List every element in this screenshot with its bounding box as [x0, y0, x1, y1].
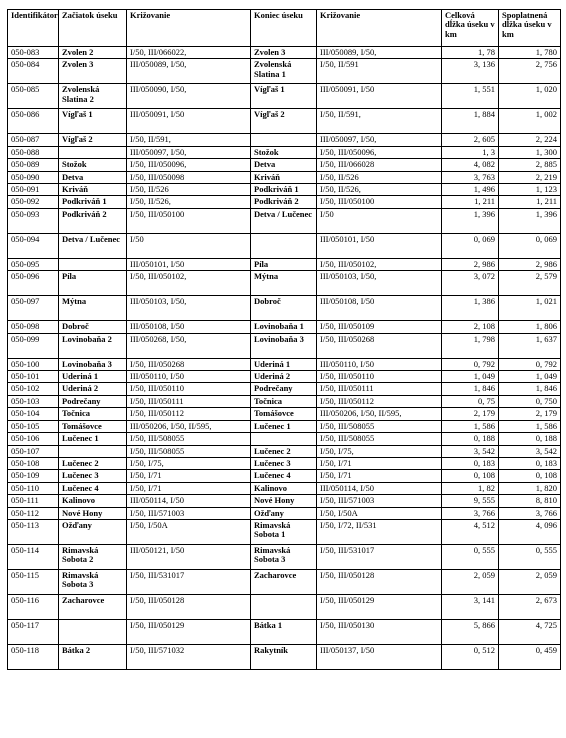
- row-section-start: Detva / Lučenec: [59, 233, 127, 258]
- row-section-start: Tomášovce: [59, 420, 127, 432]
- row-identifier: 050-100: [8, 358, 59, 370]
- row-section-start: Bátka 2: [59, 644, 127, 669]
- row-toll-length: 0, 069: [499, 233, 561, 258]
- row-identifier: 050-118: [8, 644, 59, 669]
- row-section-end: Podkriváň 2: [251, 196, 317, 208]
- row-crossing-start: III/050089, I/50,: [127, 59, 251, 84]
- row-crossing-end: III/050206, I/50, II/595,: [317, 408, 442, 420]
- row-identifier: 050-107: [8, 445, 59, 457]
- row-section-end: Stožok: [251, 146, 317, 158]
- header-toll-length: Spoplatnená dĺžka úseku v km: [499, 10, 561, 47]
- row-toll-length: 1, 021: [499, 296, 561, 321]
- row-crossing-end: I/50, I/72, II/531: [317, 519, 442, 544]
- row-total-length: 1, 551: [442, 84, 499, 109]
- row-section-end: Vígľaš 1: [251, 84, 317, 109]
- row-section-end: Nové Hony: [251, 495, 317, 507]
- row-identifier: 050-114: [8, 544, 59, 569]
- table-row: [8, 134, 561, 146]
- row-identifier: 050-089: [8, 159, 59, 171]
- row-identifier: 050-096: [8, 271, 59, 296]
- row-crossing-start: III/050108, I/50: [127, 321, 251, 333]
- row-identifier: 050-105: [8, 420, 59, 432]
- row-section-end: Lučenec 4: [251, 470, 317, 482]
- table-row: [8, 196, 561, 208]
- row-toll-length: 1, 002: [499, 109, 561, 134]
- header-total-length: Celková dĺžka úseku v km: [442, 10, 499, 47]
- row-section-start: Zvolenská Slatina 2: [59, 84, 127, 109]
- row-crossing-start: I/50, III/050268: [127, 358, 251, 370]
- row-toll-length: 3, 542: [499, 445, 561, 457]
- row-crossing-end: III/050103, I/50,: [317, 271, 442, 296]
- row-section-end: Lučenec 1: [251, 420, 317, 432]
- row-total-length: 4, 082: [442, 159, 499, 171]
- row-crossing-end: I/50, III/050128: [317, 569, 442, 594]
- row-section-end: Kriváň: [251, 171, 317, 183]
- row-crossing-end: I/50, III/050110: [317, 371, 442, 383]
- row-total-length: 9, 555: [442, 495, 499, 507]
- header-identifier: Identifikátor: [8, 10, 59, 47]
- row-crossing-end: III/050097, I/50,: [317, 134, 442, 146]
- row-toll-length: 2, 673: [499, 594, 561, 619]
- row-toll-length: 4, 725: [499, 619, 561, 644]
- row-section-start: Nové Hony: [59, 507, 127, 519]
- row-identifier: 050-103: [8, 395, 59, 407]
- row-toll-length: 1, 020: [499, 84, 561, 109]
- row-crossing-end: III/050089, I/50,: [317, 47, 442, 59]
- header-crossing-end: Križovanie: [317, 10, 442, 47]
- row-crossing-end: I/50: [317, 208, 442, 233]
- table-row: [8, 383, 561, 395]
- row-section-end: Píla: [251, 258, 317, 270]
- row-section-end: Lučenec 2: [251, 445, 317, 457]
- row-crossing-end: I/50, III/531017: [317, 544, 442, 569]
- row-section-start: [59, 258, 127, 270]
- row-crossing-start: I/50, III/571032: [127, 644, 251, 669]
- row-crossing-start: I/50, II/526,: [127, 196, 251, 208]
- table-row: [8, 159, 561, 171]
- table-row: [8, 470, 561, 482]
- row-section-start: Kalinovo: [59, 495, 127, 507]
- row-section-start: Detva: [59, 171, 127, 183]
- row-total-length: 3, 766: [442, 507, 499, 519]
- row-section-end: Zvolen 3: [251, 47, 317, 59]
- table-row: [8, 457, 561, 469]
- row-crossing-end: I/50, III/066028: [317, 159, 442, 171]
- row-crossing-start: III/050103, I/50,: [127, 296, 251, 321]
- row-section-end: Lučenec 3: [251, 457, 317, 469]
- row-crossing-end: III/050114, I/50: [317, 482, 442, 494]
- row-identifier: 050-112: [8, 507, 59, 519]
- row-total-length: 0, 555: [442, 544, 499, 569]
- table-row: [8, 395, 561, 407]
- row-section-end: Lovinobaňa 3: [251, 333, 317, 358]
- row-total-length: 1, 78: [442, 47, 499, 59]
- table-row: [8, 233, 561, 258]
- row-identifier: 050-116: [8, 594, 59, 619]
- row-identifier: 050-095: [8, 258, 59, 270]
- row-identifier: 050-097: [8, 296, 59, 321]
- row-section-start: Lučenec 2: [59, 457, 127, 469]
- row-crossing-end: I/50, III/050102,: [317, 258, 442, 270]
- row-section-start: Lovinobaňa 3: [59, 358, 127, 370]
- table-row: [8, 47, 561, 59]
- row-crossing-start: I/50, III/508055: [127, 445, 251, 457]
- table-row: [8, 507, 561, 519]
- row-section-end: Podkriváň 1: [251, 184, 317, 196]
- row-identifier: 050-093: [8, 208, 59, 233]
- row-identifier: 050-109: [8, 470, 59, 482]
- row-crossing-start: III/050114, I/50: [127, 495, 251, 507]
- row-total-length: 1, 586: [442, 420, 499, 432]
- row-section-end: [251, 134, 317, 146]
- row-toll-length: 1, 123: [499, 184, 561, 196]
- header-section-start: Začiatok úseku: [59, 10, 127, 47]
- row-crossing-start: III/050268, I/50,: [127, 333, 251, 358]
- row-total-length: 1, 496: [442, 184, 499, 196]
- table-row: [8, 594, 561, 619]
- row-section-end: Tomášovce: [251, 408, 317, 420]
- row-total-length: 0, 792: [442, 358, 499, 370]
- row-toll-length: 1, 820: [499, 482, 561, 494]
- row-crossing-end: I/50, I/75,: [317, 445, 442, 457]
- row-total-length: 2, 108: [442, 321, 499, 333]
- row-toll-length: 4, 096: [499, 519, 561, 544]
- row-crossing-start: III/050110, I/50: [127, 371, 251, 383]
- table-row: [8, 59, 561, 84]
- row-section-start: [59, 445, 127, 457]
- row-identifier: 050-091: [8, 184, 59, 196]
- row-section-end: Rimavská Sobota 3: [251, 544, 317, 569]
- row-crossing-start: III/050101, I/50: [127, 258, 251, 270]
- table-row: [8, 109, 561, 134]
- row-identifier: 050-117: [8, 619, 59, 644]
- row-section-end: Vígľaš 2: [251, 109, 317, 134]
- row-toll-length: 1, 637: [499, 333, 561, 358]
- row-section-end: Dobroč: [251, 296, 317, 321]
- table-row: [8, 321, 561, 333]
- row-total-length: 0, 512: [442, 644, 499, 669]
- row-crossing-start: III/050206, I/50, II/595,: [127, 420, 251, 432]
- row-identifier: 050-090: [8, 171, 59, 183]
- row-toll-length: 8, 810: [499, 495, 561, 507]
- row-toll-length: 0, 459: [499, 644, 561, 669]
- row-total-length: 3, 141: [442, 594, 499, 619]
- table-row: [8, 445, 561, 457]
- row-total-length: 3, 763: [442, 171, 499, 183]
- row-crossing-end: I/50, III/508055: [317, 420, 442, 432]
- row-toll-length: 2, 059: [499, 569, 561, 594]
- row-crossing-end: I/50, II/526: [317, 171, 442, 183]
- row-crossing-end: I/50, III/050130: [317, 619, 442, 644]
- row-identifier: 050-083: [8, 47, 59, 59]
- row-total-length: 0, 183: [442, 457, 499, 469]
- row-crossing-end: I/50, II/591,: [317, 109, 442, 134]
- row-crossing-start: I/50, III/050098: [127, 171, 251, 183]
- row-crossing-end: III/050108, I/50: [317, 296, 442, 321]
- row-section-end: Uderiná 1: [251, 358, 317, 370]
- row-identifier: 050-111: [8, 495, 59, 507]
- row-crossing-start: III/050097, I/50,: [127, 146, 251, 158]
- row-toll-length: 2, 579: [499, 271, 561, 296]
- row-section-start: Uderiná 1: [59, 371, 127, 383]
- row-total-length: 2, 059: [442, 569, 499, 594]
- table-row: [8, 408, 561, 420]
- row-section-start: Podrečany: [59, 395, 127, 407]
- table-row: [8, 519, 561, 544]
- row-crossing-start: I/50, I/71: [127, 470, 251, 482]
- row-section-end: Bátka 1: [251, 619, 317, 644]
- row-identifier: 050-094: [8, 233, 59, 258]
- row-total-length: 1, 049: [442, 371, 499, 383]
- row-identifier: 050-113: [8, 519, 59, 544]
- row-total-length: 2, 179: [442, 408, 499, 420]
- row-crossing-end: I/50, II/526,: [317, 184, 442, 196]
- row-section-end: [251, 594, 317, 619]
- row-identifier: 050-086: [8, 109, 59, 134]
- table-row: [8, 420, 561, 432]
- row-toll-length: 2, 756: [499, 59, 561, 84]
- row-toll-length: 2, 885: [499, 159, 561, 171]
- table-row: [8, 544, 561, 569]
- row-crossing-end: III/050110, I/50: [317, 358, 442, 370]
- row-toll-length: 0, 750: [499, 395, 561, 407]
- table-row: [8, 171, 561, 183]
- row-crossing-end: III/050137, I/50: [317, 644, 442, 669]
- row-toll-length: 1, 780: [499, 47, 561, 59]
- row-toll-length: 0, 108: [499, 470, 561, 482]
- row-section-start: Ožďany: [59, 519, 127, 544]
- row-crossing-end: I/50, II/591: [317, 59, 442, 84]
- row-crossing-start: I/50, I/75,: [127, 457, 251, 469]
- row-crossing-end: I/50, III/050100: [317, 196, 442, 208]
- row-identifier: 050-101: [8, 371, 59, 383]
- row-crossing-start: III/050121, I/50: [127, 544, 251, 569]
- row-crossing-end: I/50, I/71: [317, 470, 442, 482]
- row-section-start: Vígľaš 2: [59, 134, 127, 146]
- row-total-length: 1, 884: [442, 109, 499, 134]
- row-toll-length: 2, 986: [499, 258, 561, 270]
- table-row: [8, 482, 561, 494]
- row-toll-length: 1, 586: [499, 420, 561, 432]
- row-section-end: Mýtna: [251, 271, 317, 296]
- table-row: [8, 358, 561, 370]
- row-total-length: 5, 866: [442, 619, 499, 644]
- header-crossing-start: Križovanie: [127, 10, 251, 47]
- row-section-end: Kalinovo: [251, 482, 317, 494]
- row-section-start: [59, 146, 127, 158]
- road-sections-table: [7, 9, 561, 670]
- row-toll-length: 0, 188: [499, 433, 561, 445]
- row-identifier: 050-088: [8, 146, 59, 158]
- row-section-start: Zvolen 3: [59, 59, 127, 84]
- row-identifier: 050-084: [8, 59, 59, 84]
- row-total-length: 0, 108: [442, 470, 499, 482]
- row-total-length: 2, 605: [442, 134, 499, 146]
- row-toll-length: 1, 806: [499, 321, 561, 333]
- row-crossing-end: I/50, III/050129: [317, 594, 442, 619]
- row-crossing-start: I/50, II/591,: [127, 134, 251, 146]
- row-section-end: Zacharovce: [251, 569, 317, 594]
- row-section-start: Podkriváň 1: [59, 196, 127, 208]
- row-identifier: 050-098: [8, 321, 59, 333]
- row-identifier: 050-092: [8, 196, 59, 208]
- row-section-end: Ožďany: [251, 507, 317, 519]
- row-crossing-start: I/50, III/508055: [127, 433, 251, 445]
- row-section-end: Detva / Lučenec: [251, 208, 317, 233]
- table-row: [8, 208, 561, 233]
- row-identifier: 050-104: [8, 408, 59, 420]
- row-toll-length: 1, 211: [499, 196, 561, 208]
- row-crossing-start: I/50, I/50A: [127, 519, 251, 544]
- row-total-length: 2, 986: [442, 258, 499, 270]
- row-identifier: 050-099: [8, 333, 59, 358]
- table-header-row: [8, 10, 561, 47]
- table-row: [8, 258, 561, 270]
- row-crossing-end: I/50, III/050096,: [317, 146, 442, 158]
- row-section-start: Mýtna: [59, 296, 127, 321]
- row-section-end: Lovinobaňa 1: [251, 321, 317, 333]
- row-toll-length: 3, 766: [499, 507, 561, 519]
- table-row: [8, 296, 561, 321]
- table-row: [8, 333, 561, 358]
- row-identifier: 050-087: [8, 134, 59, 146]
- row-crossing-start: I/50, III/066022,: [127, 47, 251, 59]
- row-crossing-start: I/50, III/050096,: [127, 159, 251, 171]
- row-toll-length: 2, 179: [499, 408, 561, 420]
- row-total-length: 1, 396: [442, 208, 499, 233]
- row-crossing-end: III/050091, I/50: [317, 84, 442, 109]
- row-crossing-end: I/50, III/050109: [317, 321, 442, 333]
- row-identifier: 050-085: [8, 84, 59, 109]
- row-identifier: 050-106: [8, 433, 59, 445]
- row-section-end: Rakytník: [251, 644, 317, 669]
- row-toll-length: 0, 555: [499, 544, 561, 569]
- row-total-length: 0, 069: [442, 233, 499, 258]
- row-total-length: 1, 798: [442, 333, 499, 358]
- row-crossing-start: I/50, III/571003: [127, 507, 251, 519]
- row-section-start: Točnica: [59, 408, 127, 420]
- header-section-end: Koniec úseku: [251, 10, 317, 47]
- row-section-start: Lučenec 1: [59, 433, 127, 445]
- row-section-start: Podkriváň 2: [59, 208, 127, 233]
- row-crossing-end: I/50, I/50A: [317, 507, 442, 519]
- table-row: [8, 569, 561, 594]
- row-section-end: Rimavská Sobota 1: [251, 519, 317, 544]
- row-toll-length: 0, 792: [499, 358, 561, 370]
- row-identifier: 050-115: [8, 569, 59, 594]
- row-section-end: [251, 433, 317, 445]
- table-row: [8, 495, 561, 507]
- row-crossing-start: I/50, III/050100: [127, 208, 251, 233]
- row-section-start: Rimavská Sobota 3: [59, 569, 127, 594]
- row-total-length: 0, 188: [442, 433, 499, 445]
- table-row: [8, 146, 561, 158]
- row-crossing-end: I/50, III/508055: [317, 433, 442, 445]
- row-section-end: Točnica: [251, 395, 317, 407]
- row-total-length: 1, 82: [442, 482, 499, 494]
- row-crossing-start: I/50, II/526: [127, 184, 251, 196]
- row-total-length: 3, 542: [442, 445, 499, 457]
- table-row: [8, 619, 561, 644]
- row-crossing-start: I/50, I/71: [127, 482, 251, 494]
- table-row: [8, 371, 561, 383]
- row-crossing-start: I/50, III/050102,: [127, 271, 251, 296]
- row-crossing-start: III/050090, I/50,: [127, 84, 251, 109]
- document-page: [7, 9, 560, 670]
- row-section-start: Lovinobaňa 2: [59, 333, 127, 358]
- row-total-length: 1, 846: [442, 383, 499, 395]
- row-total-length: 3, 136: [442, 59, 499, 84]
- row-toll-length: 1, 846: [499, 383, 561, 395]
- row-crossing-start: I/50, III/050128: [127, 594, 251, 619]
- row-section-start: Kriváň: [59, 184, 127, 196]
- row-crossing-start: III/050091, I/50: [127, 109, 251, 134]
- row-identifier: 050-102: [8, 383, 59, 395]
- row-section-end: [251, 233, 317, 258]
- row-section-start: [59, 619, 127, 644]
- row-section-start: Vígľaš 1: [59, 109, 127, 134]
- row-crossing-end: I/50, III/050112: [317, 395, 442, 407]
- row-total-length: 4, 512: [442, 519, 499, 544]
- row-toll-length: 1, 300: [499, 146, 561, 158]
- row-section-end: Zvolenská Slatina 1: [251, 59, 317, 84]
- row-section-start: Rimavská Sobota 2: [59, 544, 127, 569]
- row-crossing-start: I/50, III/050110: [127, 383, 251, 395]
- row-section-start: Lučenec 4: [59, 482, 127, 494]
- row-total-length: 0, 75: [442, 395, 499, 407]
- row-total-length: 1, 211: [442, 196, 499, 208]
- row-crossing-end: I/50, I/71: [317, 457, 442, 469]
- row-toll-length: 2, 224: [499, 134, 561, 146]
- row-section-start: Zvolen 2: [59, 47, 127, 59]
- row-toll-length: 2, 219: [499, 171, 561, 183]
- table-row: [8, 644, 561, 669]
- row-section-start: Uderiná 2: [59, 383, 127, 395]
- row-section-end: Podrečany: [251, 383, 317, 395]
- row-crossing-end: I/50, III/571003: [317, 495, 442, 507]
- row-section-start: Lučenec 3: [59, 470, 127, 482]
- row-crossing-end: III/050101, I/50: [317, 233, 442, 258]
- row-section-start: Stožok: [59, 159, 127, 171]
- row-crossing-start: I/50, III/531017: [127, 569, 251, 594]
- row-crossing-end: I/50, III/050111: [317, 383, 442, 395]
- row-section-start: Píla: [59, 271, 127, 296]
- row-crossing-start: I/50: [127, 233, 251, 258]
- table-row: [8, 271, 561, 296]
- row-toll-length: 1, 396: [499, 208, 561, 233]
- row-identifier: 050-110: [8, 482, 59, 494]
- row-total-length: 1, 386: [442, 296, 499, 321]
- row-toll-length: 1, 049: [499, 371, 561, 383]
- table-row: [8, 84, 561, 109]
- row-toll-length: 0, 183: [499, 457, 561, 469]
- row-total-length: 1, 3: [442, 146, 499, 158]
- table-row: [8, 184, 561, 196]
- row-section-start: Zacharovce: [59, 594, 127, 619]
- row-crossing-end: I/50, III/050268: [317, 333, 442, 358]
- row-crossing-start: I/50, III/050111: [127, 395, 251, 407]
- table-row: [8, 433, 561, 445]
- row-section-end: Uderiná 2: [251, 371, 317, 383]
- row-crossing-start: I/50, III/050112: [127, 408, 251, 420]
- row-identifier: 050-108: [8, 457, 59, 469]
- row-section-start: Dobroč: [59, 321, 127, 333]
- row-section-end: Detva: [251, 159, 317, 171]
- row-total-length: 3, 072: [442, 271, 499, 296]
- row-crossing-start: I/50, III/050129: [127, 619, 251, 644]
